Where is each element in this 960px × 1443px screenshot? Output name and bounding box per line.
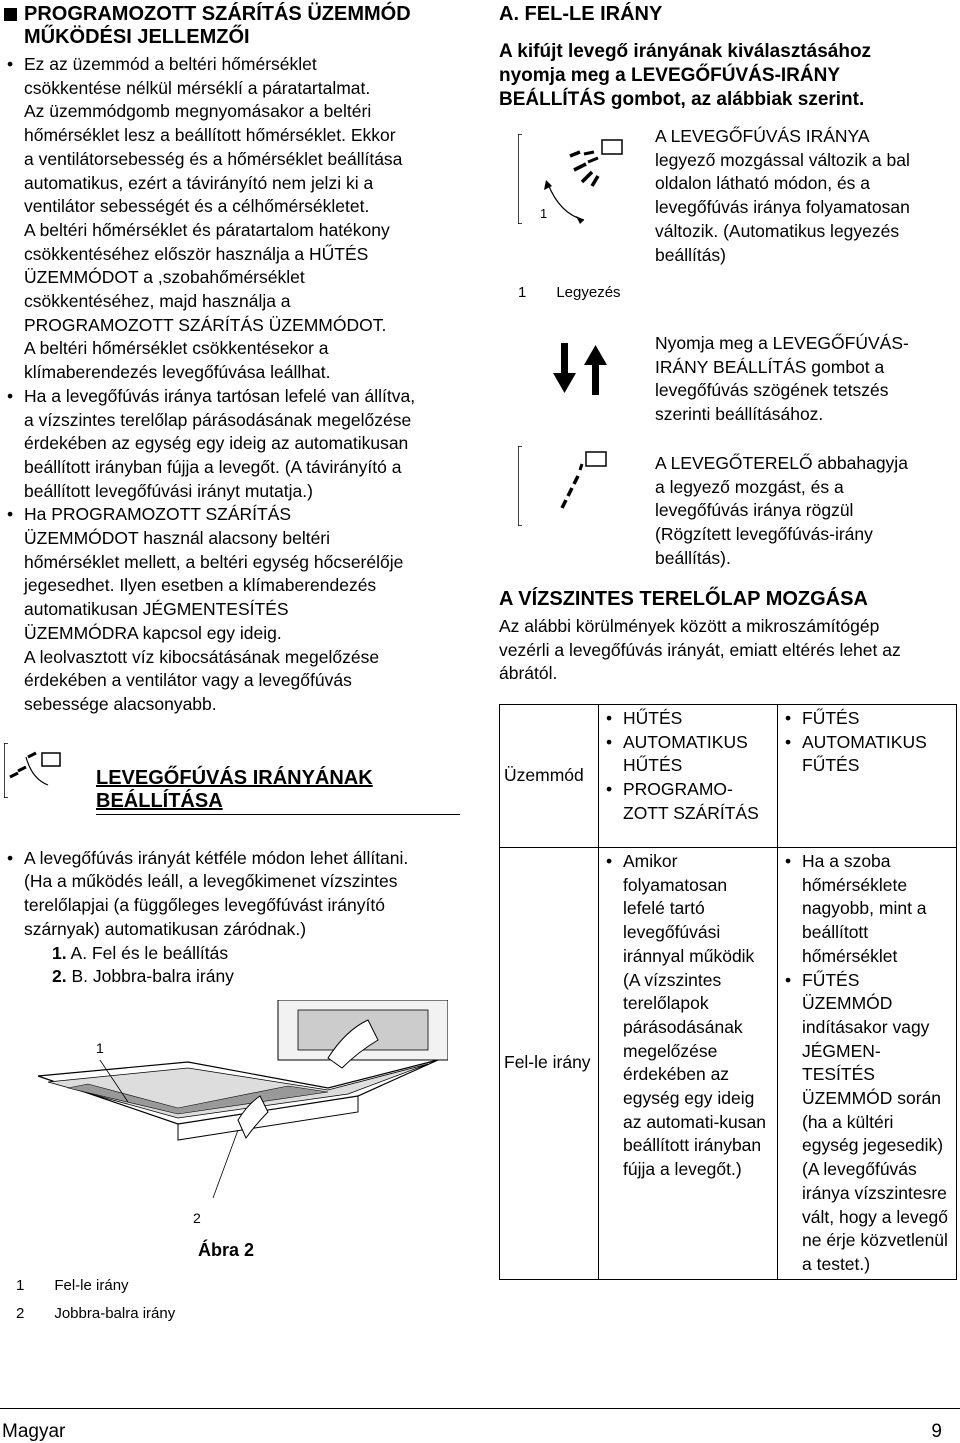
- text-line: beállítás).: [655, 547, 731, 568]
- text-line: IRÁNY BEÁLLÍTÁS gombot a: [655, 356, 885, 377]
- legend-text: Fel-le irány: [54, 1277, 129, 1294]
- text-line: csökkentéséhez, majd használja a: [24, 291, 291, 312]
- text-line: a ventilátorsebesség és a hőmérséklet beállítása: [24, 148, 403, 169]
- legend-item: [16, 1272, 175, 1300]
- text-line: Ha PROGRAMOZOTT SZÁRÍTÁS: [24, 504, 292, 525]
- text-line: levegőfúvás iránya folyamatosan: [655, 197, 910, 218]
- legend-number: 1: [518, 284, 527, 301]
- text-line: ventilátor sebességét és a célhőmérsékletet.: [24, 196, 370, 217]
- legend-number: 1: [16, 1277, 25, 1294]
- section-divider: [96, 814, 460, 815]
- text-line: érdekében az egység egy ideig az automatikusan: [24, 433, 409, 454]
- table-cell: [599, 848, 778, 1280]
- list-number: 2.: [52, 966, 67, 987]
- heading-up-down: A. FEL-LE IRÁNY: [499, 3, 663, 25]
- text-line: csökkentéséhez először használja a HŰTÉS: [24, 243, 369, 264]
- text-line: Az alábbi körülmények között a mikroszámítógép: [499, 616, 880, 636]
- horizontal-flap-intro: [499, 615, 954, 686]
- footer-language: Magyar: [2, 1421, 66, 1442]
- text-line: Az üzemmódgomb megnyomásakor a beltéri: [24, 101, 372, 122]
- bullet-icon: •: [785, 731, 792, 752]
- legend-text: Jobbra-balra irány: [54, 1305, 176, 1322]
- figure-caption: Ábra 2: [198, 1240, 255, 1260]
- text-line: Ha a levegőfúvás iránya tartósan lefelé van állítva,: [24, 385, 416, 406]
- text-line: levegőfúvás iránya rögzül: [655, 500, 854, 521]
- bullet-icon: •: [606, 731, 613, 752]
- text-line: Ez az üzemmód a beltéri hőmérséklet: [24, 54, 317, 74]
- text-line: A beltéri hőmérséklet csökkentésekor a: [24, 338, 329, 359]
- text-line: vezérli a levegőfúvás irányát, emiatt eltérés lehet az: [499, 639, 901, 660]
- text-line: sebessége alacsonyabb.: [24, 693, 217, 714]
- bullet-icon: •: [7, 385, 14, 406]
- right-column: [499, 0, 954, 112]
- swing-description: [655, 125, 950, 267]
- swing-legend: [518, 284, 621, 301]
- text-line: ÜZEMMÓDOT a ,szobahőmérséklet: [24, 267, 305, 288]
- list-item: [603, 731, 773, 778]
- cell-text: AUTOMATIKUS FŰTÉS: [802, 731, 927, 776]
- text-line: ábrától.: [499, 663, 558, 684]
- bullet-paragraph: [4, 53, 456, 385]
- numbered-list-item: [4, 965, 456, 989]
- bullet-icon: •: [785, 708, 792, 728]
- list-item: [782, 731, 952, 778]
- bullet-paragraph: [4, 503, 456, 716]
- text-line: automatikus, ezért a távirányító nem jelzi ki a: [24, 172, 374, 193]
- list-text: B. Jobbra-balra irány: [71, 966, 234, 987]
- bullet-icon: •: [785, 969, 792, 990]
- table-row: [500, 705, 957, 848]
- left-column: [4, 0, 456, 989]
- adjust-description: [655, 332, 950, 427]
- title-line: BEÁLLÍTÁSA: [96, 789, 223, 812]
- list-item: [603, 850, 773, 1182]
- text-line: hőmérséklet lesz a beállított hőmérséklet. Ekkor: [24, 125, 396, 146]
- bullet-icon: •: [7, 847, 14, 868]
- bullet-paragraph: [4, 385, 456, 504]
- bullet-icon: •: [606, 779, 613, 800]
- bullet-icon: •: [7, 504, 14, 525]
- callout-2: 2: [193, 1210, 201, 1226]
- bullet-icon: •: [7, 54, 14, 74]
- modes-table: [499, 704, 957, 1280]
- text-line: hőmérséklet mellett, a beltéri egység hőcserélője: [24, 551, 404, 572]
- bullet-icon: •: [606, 851, 613, 871]
- bullet-icon: •: [785, 851, 792, 871]
- table-row: [500, 848, 957, 1280]
- text-line: oldalon látható módon, és a: [655, 173, 871, 194]
- page-footer: [0, 1408, 960, 1442]
- cell-text: FŰTÉS ÜZEMMÓD indításakor vagy JÉGMEN-TESÍTÉS ÜZEMMÓD során (ha a kültéri egység jegesedik) (A levegőfúvás iránya vízszintesre vált, hogy a levegő ne érje közvetlenül a testet.): [802, 969, 948, 1274]
- intro-bold: [499, 40, 954, 112]
- text-line: beállítás): [655, 244, 727, 265]
- section-heading: [4, 3, 456, 49]
- airflow-direction-icon: [4, 743, 64, 798]
- text-line: PROGRAMOZOTT SZÁRÍTÁS ÜZEMMÓDOT.: [24, 314, 387, 335]
- table-cell: [778, 705, 957, 848]
- list-item: [782, 707, 952, 731]
- list-item: [782, 850, 952, 969]
- cell-text: FŰTÉS: [802, 708, 860, 728]
- up-down-arrows-icon: [553, 343, 613, 395]
- swing-callout: 1: [540, 206, 548, 221]
- fixed-description: [655, 452, 950, 571]
- list-number: 1.: [52, 942, 67, 963]
- list-text: A. Fel és le beállítás: [70, 942, 229, 963]
- airflow-section-header: [4, 731, 456, 811]
- text-line: ÜZEMMÓDRA kapcsol egy ideig.: [24, 622, 282, 643]
- heading-line: MŰKÖDÉSI JELLEMZŐI: [24, 26, 250, 48]
- swing-fan-icon: [518, 134, 638, 224]
- text-line: (Ha a működés leáll, a levegőkimenet vízszintes: [24, 871, 398, 892]
- callout-1: 1: [96, 1040, 104, 1056]
- text-line: beállított irányban fújja a levegőt. (A távirányító a: [24, 456, 402, 477]
- text-line: beállított levegőfúvási irányt mutatja.): [24, 480, 313, 501]
- cell-text: AUTOMATIKUS HŰTÉS: [623, 731, 748, 776]
- list-item: [782, 969, 952, 1277]
- text-line: változik. (Automatikus legyezés: [655, 220, 900, 241]
- text-line: A kifújt levegő irányának kiválasztásához: [499, 41, 872, 62]
- legend-text: Legyezés: [556, 284, 621, 301]
- text-line: a legyező mozgást, és a: [655, 476, 844, 497]
- heading-horizontal-flap: A VÍZSZINTES TERELŐLAP MOZGÁSA: [499, 588, 868, 610]
- title-line: LEVEGŐFÚVÁS IRÁNYÁNAK: [96, 766, 373, 789]
- text-line: szárnyak) automatikusan záródnak.): [24, 918, 307, 939]
- cell-text: Ha a szoba hőmérséklete nagyobb, mint a beállított hőmérséklet: [802, 851, 927, 966]
- text-line: BEÁLLÍTÁS gombot, az alábbiak szerint.: [499, 89, 865, 110]
- text-line: szerinti beállításához.: [655, 404, 824, 425]
- page-number: 9: [931, 1421, 942, 1442]
- text-line: terelőlapjai (a függőleges levegőfúvást irányító: [24, 895, 385, 916]
- text-line: érdekében a ventilátor vagy a levegőfúvás: [24, 670, 352, 691]
- indoor-unit-figure: [28, 1000, 448, 1226]
- table-row-label: Üzemmód: [500, 705, 599, 848]
- legend-item: [16, 1300, 175, 1328]
- table-cell: [599, 705, 778, 848]
- legend-number: 2: [16, 1305, 25, 1322]
- bullet-icon: •: [606, 708, 613, 728]
- text-line: nyomja meg a LEVEGŐFÚVÁS-IRÁNY: [499, 65, 841, 86]
- text-line: a vízszintes terelőlap párásodásának megelőzése: [24, 409, 412, 430]
- cell-text: PROGRAMO-ZOTT SZÁRÍTÁS: [623, 779, 759, 823]
- text-line: csökkentése nélkül mérséklí a páratartalmat.: [24, 77, 371, 98]
- cell-text: HŰTÉS: [623, 708, 683, 728]
- text-line: jegesedhet. Ilyen esetben a klímaberendezés: [24, 575, 377, 596]
- cell-text: Amikor folyamatosan lefelé tartó levegőfúvási iránnyal működik (A vízszintes terelőlapok párásodásának megelőzése érdekében az egység egy ideig az automati-kusan beállított irányban fújja a levegőt.): [623, 851, 766, 1180]
- text-line: A LEVEGŐTERELŐ abbahagyja: [655, 453, 908, 473]
- text-line: A beltéri hőmérséklet és páratartalom hatékony: [24, 219, 390, 240]
- bullet-paragraph: [4, 847, 456, 942]
- text-line: A LEVEGŐFÚVÁS IRÁNYA: [655, 126, 870, 146]
- text-line: legyező mozgással változik a bal: [655, 149, 910, 170]
- figure-legend: [16, 1272, 175, 1328]
- text-line: A leolvasztott víz kibocsátásának megelőzése: [24, 646, 380, 667]
- square-bullet-icon: [4, 8, 17, 21]
- text-line: ÜZEMMÓDOT használ alacsony beltéri: [24, 528, 331, 549]
- indoor-unit-illustration: [28, 1000, 448, 1210]
- fixed-direction-icon: [518, 446, 638, 526]
- text-line: Nyomja meg a LEVEGŐFÚVÁS-: [655, 333, 909, 353]
- table-row-label: Fel-le irány: [500, 848, 599, 1280]
- swing-icon-block: [518, 134, 638, 224]
- table-cell: [778, 848, 957, 1280]
- text-line: automatikusan JÉGMENTESÍTÉS: [24, 599, 289, 620]
- text-line: klímaberendezés levegőfúvása leállhat.: [24, 362, 331, 383]
- text-line: (Rögzített levegőfúvás-irány: [655, 524, 873, 545]
- list-item: [603, 707, 773, 731]
- numbered-list-item: [4, 942, 456, 966]
- text-line: levegőfúvás szögének tetszés: [655, 380, 889, 401]
- heading-line: PROGRAMOZOTT SZÁRÍTÁS ÜZEMMÓD: [24, 3, 411, 25]
- list-item: [603, 778, 773, 825]
- text-line: A levegőfúvás irányát kétféle módon lehet állítani.: [24, 847, 409, 868]
- section-title: [96, 767, 373, 813]
